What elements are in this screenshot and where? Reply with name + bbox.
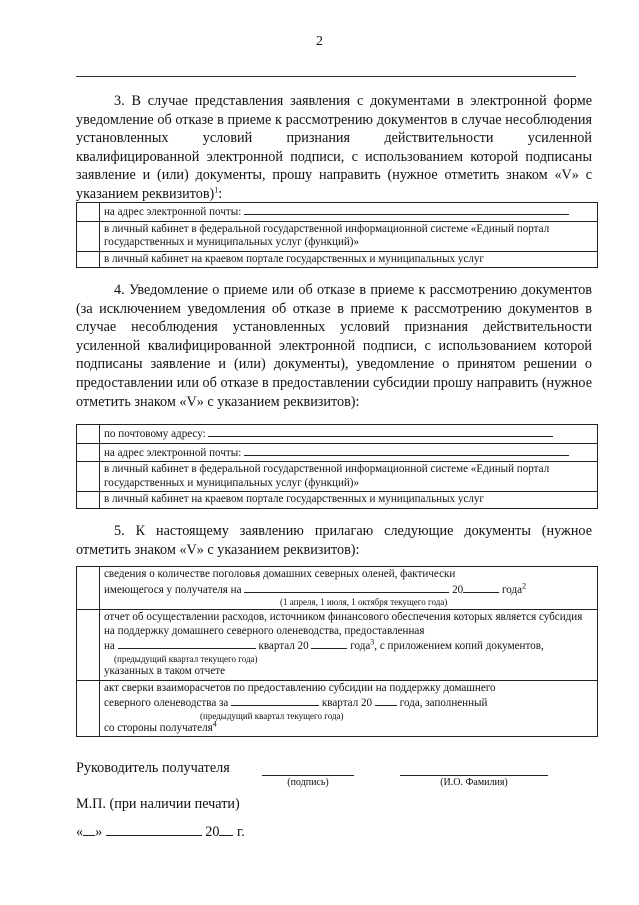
doc-expense-tail: , с приложением копий документов, [374, 640, 544, 653]
option-email-s3 [100, 203, 598, 222]
date-year-field[interactable] [219, 825, 233, 836]
doc-expense-on: на [104, 640, 115, 653]
date-line [76, 824, 245, 841]
quarter-field[interactable] [118, 638, 256, 649]
footnote-ref: 4 [212, 719, 217, 729]
month-field[interactable] [106, 825, 202, 836]
checkbox-federal-portal-s4[interactable] [77, 462, 100, 492]
section3-colon: : [218, 185, 223, 202]
doc-livestock-line1: сведения о количестве поголовья домашних северных оленей, фактически [104, 568, 456, 580]
quarter-field[interactable] [231, 695, 319, 706]
section4-paragraph [76, 281, 592, 411]
section5-paragraph [76, 522, 592, 559]
quarter-label: квартал 20 [321, 697, 373, 710]
livestock-date-field[interactable] [244, 582, 449, 593]
date-open-quote: « [76, 824, 84, 840]
option-label: на адрес электронной почты: [104, 446, 242, 459]
signature-caption: (подпись) [287, 777, 329, 788]
doc-expense-line1: отчет об осуществлении расходов, источником финансового обеспечения которых является субсидия на поддержку домашнего северного оленеводства, предоставленная [104, 611, 583, 637]
doc-livestock-line2: имеющегося у получателя на [104, 583, 242, 596]
footnote-ref: 1 [214, 185, 219, 195]
year-field[interactable] [463, 582, 499, 593]
quarter-hint: (предыдущий квартал текущего года) [200, 710, 344, 721]
doc-recon-line1: акт сверки взаиморасчетов по предоставлению субсидии на поддержку домашнего [104, 681, 496, 694]
checkbox-doc-livestock[interactable] [77, 567, 100, 610]
option-email-s4 [100, 443, 598, 462]
quarter-hint: (предыдущий квартал текущего года) [114, 653, 258, 664]
year-prefix: 20 [452, 583, 464, 596]
option-federal-portal-s4: в личный кабинет в федеральной государственной информационной системе «Единый портал государственных и муниципальных услуг (функций)» [100, 462, 598, 492]
option-regional-portal-s3: в личный кабинет на краевом портале государственных и муниципальных услуг [100, 251, 598, 268]
checkbox-regional-portal-s4[interactable] [77, 492, 100, 509]
livestock-date-hint: (1 апреля, 1 июля, 1 октября текущего года) [280, 597, 448, 608]
quarter-label: квартал 20 [258, 640, 309, 653]
checkbox-federal-portal-s3[interactable] [77, 221, 100, 251]
year-suffix: года [350, 640, 371, 653]
date-close-quote: » [95, 824, 103, 840]
year-suffix: года [501, 583, 523, 596]
checkbox-doc-reconciliation[interactable] [77, 680, 100, 737]
doc-expense-line4: указанных в таком отчете [104, 664, 226, 677]
year-field[interactable] [311, 638, 347, 649]
option-label: по почтовому адресу: [104, 428, 206, 440]
section3-options-table [76, 202, 598, 268]
section3-text: 3. В случае представления заявления с документами в электронной форме уведомление об отказе в приеме к рассмотрению документов в случае несоблюдения установленных условий признания действительности усиленной квалифицированной электронной подписи, с использованием которой подписаны заявление и (или) документы, прошу направить (нужное отметить знаком «V» с указанием реквизитов) [76, 93, 592, 202]
stamp-label: М.П. (при наличии печати) [76, 796, 240, 812]
option-postal-s4 [100, 425, 598, 444]
doc-livestock [100, 567, 598, 610]
option-federal-portal-s3: в личный кабинет в федеральной государственной информационной системе «Единый портал государственных и муниципальных услуг (функций)» [100, 221, 598, 251]
option-label: на адрес электронной почты: [104, 206, 242, 218]
section5-documents-table [76, 566, 598, 737]
year-field[interactable] [375, 695, 397, 706]
checkbox-email-s4[interactable] [77, 443, 100, 462]
day-field[interactable] [83, 825, 95, 836]
head-label: Руководитель получателя [76, 760, 230, 776]
checkbox-email-s3[interactable] [77, 203, 100, 222]
section4-options-table [76, 424, 598, 509]
doc-recon-line2-end: года, заполненный [399, 697, 488, 710]
section4-text: 4. Уведомление о приеме или об отказе в приеме к рассмотрению документов (за исключением уведомления об отказе в приеме к рассмотрению документов в случае несоблюдения установленных условий признания действительности усиленной квалифицированной электронной подписи, с использованием которой подписаны заявление и (или) документы), уведомление о принятом решении о предоставлении или об отказе в предоставлении субсидии прошу направить (нужное отметить знаком «V» с указанием реквизитов): [76, 282, 592, 410]
section3-paragraph [76, 92, 592, 204]
date-year-prefix: 20 [205, 824, 220, 840]
option-regional-portal-s4: в личный кабинет на краевом портале государственных и муниципальных услуг [100, 492, 598, 509]
checkbox-postal-s4[interactable] [77, 425, 100, 444]
header-divider [76, 76, 576, 77]
signature-line[interactable] [262, 775, 354, 776]
checkbox-regional-portal-s3[interactable] [77, 251, 100, 268]
doc-recon-line4: со стороны получателя [104, 721, 213, 734]
doc-reconciliation [100, 680, 598, 737]
footnote-ref: 3 [370, 637, 375, 647]
date-suffix: г. [237, 824, 245, 840]
section5-text: 5. К настоящему заявлению прилагаю следующие документы (нужное отметить знаком «V» с указанием реквизитов): [76, 523, 592, 558]
name-caption: (И.О. Фамилия) [440, 777, 508, 788]
name-line[interactable] [400, 775, 548, 776]
postal-address-field[interactable] [208, 426, 553, 437]
doc-expense-report [100, 610, 598, 680]
email-field[interactable] [244, 204, 569, 215]
doc-recon-line2: северного оленеводства за [104, 697, 229, 710]
email-field[interactable] [244, 445, 569, 456]
page-number: 2 [316, 34, 323, 49]
checkbox-doc-expense-report[interactable] [77, 610, 100, 680]
footnote-ref: 2 [522, 580, 527, 590]
